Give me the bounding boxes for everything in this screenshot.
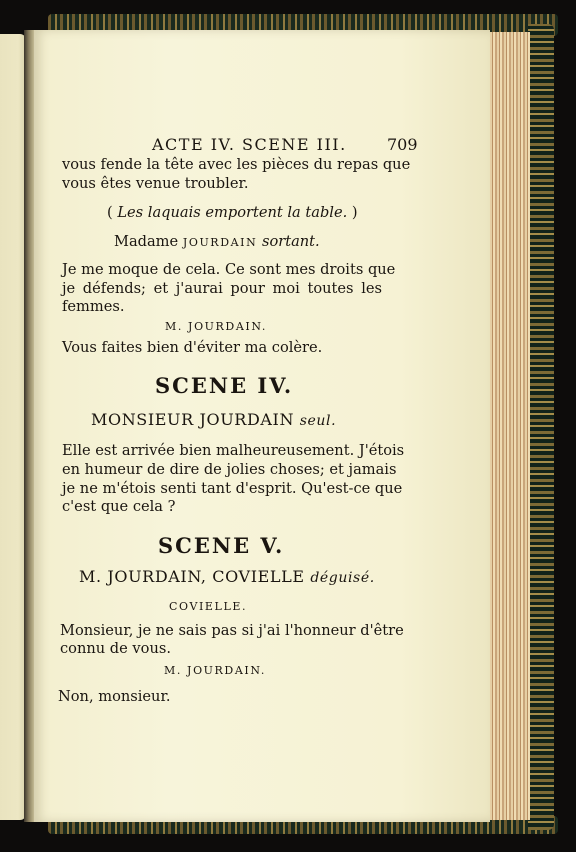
text-line: c'est que cela ? (62, 498, 176, 515)
page-number: 709 (387, 135, 418, 154)
scene-persons-note: seul. (299, 413, 337, 429)
facing-page-edge (0, 34, 26, 820)
text-line: je ne m'étois senti tant d'esprit. Qu'est-ce que (62, 480, 403, 497)
scene-persons-names: M. JOURDAIN, COVIELLE (79, 567, 305, 586)
page-block-edges (488, 32, 530, 820)
scene-persons-names: MONSIEUR JOURDAIN (91, 410, 295, 429)
text-line: Monsieur, je ne sais pas si j'ai l'honneur d'être (60, 622, 404, 639)
stage-paren-close: ) (351, 204, 358, 221)
speaker-heading (114, 233, 320, 250)
scene-heading: SCENE V. (158, 533, 285, 558)
text-line: vous fende la tête avec les pièces du repas que (62, 156, 411, 173)
stage-direction (107, 204, 358, 221)
text-line: je défends; et j'aurai pour moi toutes les (62, 280, 382, 297)
scene-persons (91, 410, 336, 429)
speaker-name: JOURDAIN (182, 236, 258, 249)
text-line: en humeur de dire de jolies choses; et jamais (62, 461, 397, 478)
speaker-heading: M. JOURDAIN. (165, 320, 267, 333)
text-line: vous êtes venue troubler. (62, 175, 249, 192)
running-title: ACTE IV. SCENE III. (152, 135, 347, 154)
book-cover-fore-edge (528, 24, 554, 830)
text-line: Je me moque de cela. Ce sont mes droits que (62, 261, 396, 278)
book-page (34, 30, 490, 822)
text-line: connu de vous. (60, 640, 171, 657)
stage-direction-text: Les laquais emportent la table. (117, 204, 348, 221)
speaker-title: Madame (114, 233, 179, 250)
speaker-heading: M. JOURDAIN. (164, 664, 266, 677)
scene-heading: SCENE IV. (155, 373, 294, 398)
scene-persons-note: déguisé. (310, 570, 375, 586)
speaker-action: sortant. (261, 233, 320, 250)
text-line: femmes. (62, 298, 125, 315)
text-line: Vous faites bien d'éviter ma colère. (62, 339, 323, 356)
text-line: Elle est arrivée bien malheureusement. J'étois (62, 442, 405, 459)
stage-paren-open: ( (107, 204, 113, 221)
speaker-heading: COVIELLE. (169, 600, 248, 613)
text-line: Non, monsieur. (58, 688, 171, 705)
scene-persons (79, 567, 375, 586)
